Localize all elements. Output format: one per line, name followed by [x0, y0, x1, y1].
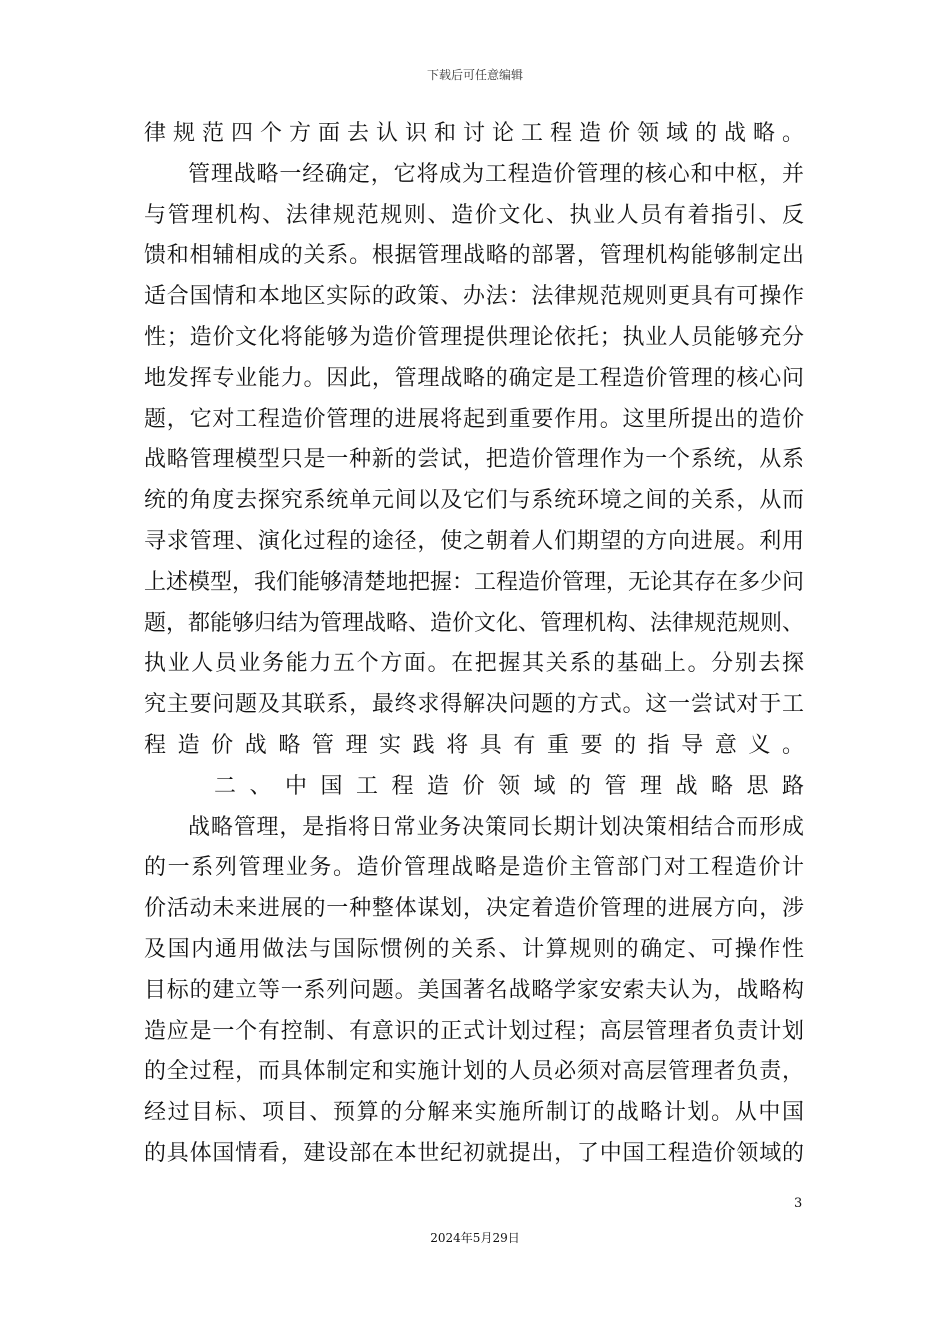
text-line: 律规范四个方面去认识和讨论工程造价领域的战略。	[144, 121, 804, 146]
text-line: 的具体国情看，建设部在本世纪初就提出，了中国工程造价领域的	[144, 1140, 804, 1166]
page-footer-date: 2024年5月29日	[430, 1231, 520, 1245]
text-line: 的全过程，而具体制定和实施计划的人员必须对高层管理者负责，	[144, 1059, 804, 1085]
text-line: 执业人员业务能力五个方面。在把握其关系的基础上。分别去探	[144, 651, 804, 677]
text-line: 与管理机构、法律规范规则、造价文化、执业人员有着指引、反	[144, 202, 804, 228]
page-number: 3	[794, 1196, 803, 1211]
body-text	[144, 114, 804, 1175]
text-line: 适合国情和本地区实际的政策、办法：法律规范规则更具有可操作	[144, 284, 804, 310]
text-line: 经过目标、项目、预算的分解来实施所制订的战略计划。从中国	[144, 1100, 804, 1126]
text-line: 管理战略一经确定，它将成为工程造价管理的核心和中枢，并	[188, 161, 804, 187]
text-line: 性；造价文化将能够为造价管理提供理论依托；执业人员能够充分	[144, 324, 804, 350]
text-line: 战略管理，是指将日常业务决策同长期计划决策相结合而形成	[188, 814, 804, 840]
text-line: 及国内通用做法与国际惯例的关系、计算规则的确定、可操作性	[144, 936, 804, 962]
text-line: 造应是一个有控制、有意识的正式计划过程；高层管理者负责计划	[144, 1018, 804, 1044]
text-line: 寻求管理、演化过程的途径，使之朝着人们期望的方向进展。利用	[144, 528, 804, 554]
text-line: 题，它对工程造价管理的进展将起到重要作用。这里所提出的造价	[144, 406, 804, 432]
text-line: 价活动未来进展的一种整体谋划，决定着造价管理的进展方向，涉	[144, 896, 804, 922]
text-line: 地发挥专业能力。因此，管理战略的确定是工程造价管理的核心问	[144, 365, 804, 391]
section-heading: 二、中国工程造价领域的管理战略思路	[214, 773, 804, 799]
text-line: 程造价战略管理实践将具有重要的指导意义。	[144, 732, 804, 758]
text-line: 究主要问题及其联系，最终求得解决问题的方式。这一尝试对于工	[144, 692, 804, 718]
text-line: 统的角度去探究系统单元间以及它们与系统环境之间的关系，从而	[144, 488, 804, 514]
page-header: 下载后可任意编辑	[426, 68, 523, 82]
text-line: 目标的建立等一系列问题。美国著名战略学家安索夫认为，战略构	[144, 977, 804, 1003]
text-line: 馈和相辅相成的关系。根据管理战略的部署，管理机构能够制定出	[144, 243, 804, 269]
text-line: 的一系列管理业务。造价管理战略是造价主管部门对工程造价计	[144, 855, 804, 881]
text-line: 上述模型，我们能够清楚地把握：工程造价管理，无论其存在多少问	[144, 569, 805, 595]
text-line: 战略管理模型只是一种新的尝试，把造价管理作为一个系统，从系	[144, 447, 804, 473]
text-line: 题，都能够归结为管理战略、造价文化、管理机构、法律规范规则、	[144, 610, 805, 636]
